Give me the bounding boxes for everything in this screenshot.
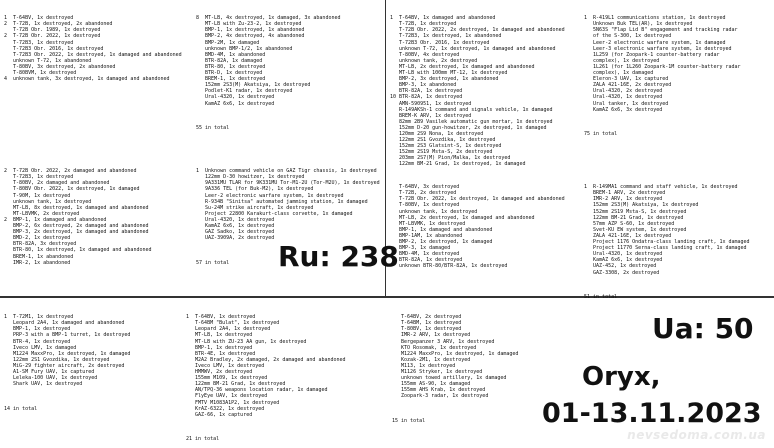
list-item: T-72B3, 1x destroyed: [4, 174, 74, 181]
list-item: 152mm 2S19 Msta-S, 2x destroyed: [390, 149, 493, 156]
list-item: T-72B, 1x destroyed: [390, 21, 457, 28]
ua-list-col1: [4, 302, 180, 418]
list-item: of the S-300, 1x destroyed: [584, 33, 672, 40]
list-item: Ural tanker, 1x destroyed: [584, 100, 669, 107]
list-item: T-72B3 Obr. 2016, 1x destroyed: [390, 39, 490, 46]
ru-list-col4: [584, 3, 770, 143]
list-item: BTR-82A, 1x damaged: [196, 57, 263, 64]
list-item: KTO Rosomak, 1x destroyed: [392, 344, 477, 351]
list-item: HMMWV, 2x destroyed: [186, 369, 253, 376]
list-item: BMP-2M, 1x damaged: [196, 39, 260, 46]
list-item: BTR-82A, 1x destroyed: [390, 257, 463, 264]
list-item: 155mm AHS Krab, 1x destroyed: [392, 387, 486, 394]
list-item: 1 T-72M1, 1x destroyed: [4, 314, 74, 321]
list-item: complex), 1x destroyed: [584, 57, 660, 64]
list-item: 1 T-64BV, 1x destroyed: [4, 15, 74, 22]
list-item: BMD-4M, 1x destroyed: [390, 251, 460, 258]
ua-col2-lines: [186, 314, 386, 418]
list-item: Project 11770 Serna-class landing craft, 1x damaged: [584, 245, 747, 252]
list-item: BMP-3, 1x abandoned: [390, 82, 457, 89]
ua-total-label: Ua: 50: [652, 312, 754, 345]
list-item: Eleron-3 UAV, 1x captured: [584, 76, 669, 83]
list-item: 1 R-419L1 communications station, 1x destroyed: [584, 15, 726, 22]
list-item: T-64BM "Bulat", 1x destroyed: [186, 320, 280, 327]
list-item: unknown BMP-1/2, 1x abandoned: [196, 45, 293, 52]
list-item: Bergepanzer 3 ARV, 1x destroyed: [392, 338, 495, 345]
ru-list-col5: [4, 156, 192, 290]
list-item: 122mm 2S1 Gvozdika, 1x destroyed: [4, 356, 110, 363]
list-item: MT-LBVMK, 1x destroyed: [390, 220, 466, 227]
list-item: Ural-4320, 1x destroyed: [584, 94, 663, 101]
list-item: GAZ-3308, 2x destroyed: [584, 269, 660, 276]
ua-list-col2: [186, 302, 386, 448]
list-item: BMP-1, 1x destroyed: [4, 326, 71, 333]
list-item: 152mm 2S19 Msta-S, 1x destroyed: [584, 208, 687, 215]
ru-total-label: Ru: 238: [278, 240, 399, 273]
list-item: BTR-4E, 1x destroyed: [186, 350, 256, 357]
list-item: T-72B Obr. 2022, 2x destroyed, 1x damaged and abandoned: [390, 27, 565, 34]
ua-col3-total: 15 in total: [392, 417, 426, 424]
list-item: BTR-D, 1x destroyed: [196, 70, 263, 77]
ru-col8-lines: [584, 184, 770, 275]
list-item: FMTV M1083A1P2, 1x destroyed: [186, 399, 280, 406]
list-item: T-72B3 Obr. 2022, 1x destroyed, 1x damaged and abandoned: [4, 51, 182, 58]
list-item: FlyEye UAV, 1x destroyed: [186, 393, 268, 400]
list-item: 9A331MU TLAR for 9K331MU Tor-M1-2U (Tor-M2U), 1x destroyed: [196, 180, 380, 187]
list-item: T-80BV, 1x destroyed: [392, 326, 462, 333]
list-item: 9A336 TEL (for Buk-M2), 1x destroyed: [196, 186, 314, 193]
list-item: UAZ-452, 1x destroyed: [584, 263, 657, 270]
list-item: MT-LB with 100mm MT-12, 1x destroyed: [390, 70, 508, 77]
list-item: 152mm 2S3 Glatsint-S, 1x destroyed: [390, 143, 502, 150]
list-item: 155mm AS-90, 1x damaged: [392, 381, 471, 388]
list-item: Zoopark-3 radar, 1x destroyed: [392, 393, 489, 400]
list-item: 1 Unknown command vehicle on GAZ Tigr chassis, 1x destroyed: [196, 168, 377, 175]
list-item: BMP-1AM, 1x abandoned: [390, 232, 463, 239]
list-item: 122mm BM-21 Grad, 1x destroyed: [186, 381, 286, 388]
list-item: Kozak-2M1, 1x destroyed: [392, 356, 471, 363]
list-item: 2 T-72B, 1x destroyed, 2x abandoned: [4, 21, 113, 28]
list-item: 1 T-64BV, 1x damaged and abandoned: [390, 15, 496, 22]
list-item: MT-LB, 8x destroyed, 1x damaged and abandoned: [4, 204, 149, 211]
list-item: KrAZ-6322, 1x destroyed: [186, 405, 265, 412]
list-item: MT-LB, 2x destroyed, 1x damaged and abandoned: [390, 63, 535, 70]
list-item: Unknown Buk TEL(AR), 1x destroyed: [584, 21, 693, 28]
list-item: AN/TPQ-36 weapons location radar, 1x damaged: [186, 387, 328, 394]
list-item: GAZ-66, 1x captured: [186, 411, 253, 418]
source-label: Oryx,: [582, 362, 661, 392]
list-item: 57mm AZP S-60, 1x destroyed: [584, 220, 675, 227]
list-item: M2A2 Bradley, 2x damaged, 2x damaged and abandoned: [186, 356, 346, 363]
list-item: unknown BTR-80/BTR-82A, 1x destroyed: [390, 263, 508, 270]
list-item: T-80BVM, 1x destroyed: [4, 70, 77, 77]
list-item: 155mm M109, 1x destroyed: [186, 375, 268, 382]
list-item: GAZ Sadko, 1x destroyed: [196, 229, 275, 236]
list-item: BMP-2, 3x destroyed, 1x abandoned: [390, 76, 499, 83]
date-label: 01-13.11.2023: [542, 398, 762, 429]
list-item: 122mm BM-21 Grad, 1x destroyed: [584, 214, 684, 221]
ru-col2-total: 55 in total: [196, 124, 230, 131]
list-item: UAZ-3909A, 2x destroyed: [196, 235, 275, 242]
list-item: Iveco LMV, 1x destroyed: [186, 362, 265, 369]
list-item: 8 MT-LB, 4x destroyed, 1x damaged, 3x abandoned: [196, 15, 341, 22]
list-item: T-72B3, 1x destroyed, 1x abandoned: [390, 33, 502, 40]
list-item: 152mm 2S3(M) Akatsiya, 1x destroyed: [196, 82, 311, 89]
list-item: unknown T-72, 1x destroyed, 1x damaged and abandoned: [390, 45, 556, 52]
list-item: AMN-590951, 1x destroyed: [390, 100, 472, 107]
list-item: Leer-2 electronic warfare system, 1x damaged: [584, 39, 726, 46]
list-item: BREM-1 ARV, 2x destroyed: [584, 190, 666, 197]
list-item: 152mm D-20 gun-howitzer, 2x destroyed, 1x damaged: [390, 124, 547, 131]
list-item: complex), 1x damaged: [584, 70, 654, 77]
list-item: Ural-4320, 2x destroyed: [584, 88, 663, 95]
list-item: 122mm D-30 howitzer, 1x destroyed: [196, 174, 305, 181]
ru-list-col3: [390, 3, 582, 192]
list-item: BMP-3, 1x damaged: [390, 245, 451, 252]
ru-col1-lines: [4, 15, 192, 82]
list-item: T-72B, 2x destroyed: [390, 190, 457, 197]
list-item: BREM-1, 1x abandoned: [4, 253, 74, 260]
list-item: MT-LBVMK, 2x destroyed: [4, 210, 80, 217]
list-item: PRP-3 with a BMP-1 turret, 1x destroyed: [4, 332, 131, 339]
list-item: unknown tank, 2x destroyed: [390, 57, 478, 64]
ru-col2-lines: [196, 15, 382, 106]
list-item: BMP-2, 6x destroyed, 2x damaged and abandoned: [4, 223, 149, 230]
list-item: 1L259 (for Zoopark-1 counter-battery radar: [584, 51, 720, 58]
list-item: unknown tank, 1x destroyed: [390, 208, 478, 215]
ua-col1-lines: [4, 314, 180, 387]
list-item: Ural-4320, 1x destroyed: [196, 216, 275, 223]
list-item: unknown towed artillery, 1x damaged: [392, 375, 507, 382]
list-item: 1 R-149MA1 command and staff vehicle, 1x destroyed: [584, 184, 738, 191]
list-item: Svet-KU EW system, 1x destroyed: [584, 226, 687, 233]
list-item: BMP-3, 2x destroyed, 1x damaged and abandoned: [4, 229, 149, 236]
list-item: BREM-1, 1x destroyed: [196, 76, 266, 83]
ua-col3-lines: [392, 314, 562, 399]
ua-col2-total: 21 in total: [186, 435, 220, 442]
ru-list-col2: [196, 3, 382, 137]
list-item: ZALA 421-16E, 1x destroyed: [584, 232, 672, 239]
list-item: BMD-4M, 1x abandoned: [196, 51, 266, 58]
list-item: 120mm 2S9 Nona, 1x destroyed: [390, 130, 484, 137]
ru-list-col7: [390, 172, 582, 294]
list-item: R-934B "Sinitsa" automated jamming station, 1x damaged: [196, 198, 368, 205]
list-item: T-72B Obr. 1989, 1x destroyed: [4, 27, 101, 34]
list-item: 152mm 2S3(M) Akatsiya, 1x destroyed: [584, 202, 699, 209]
list-item: Project 1176 Ondatra-class landing craft, 1x damaged: [584, 239, 750, 246]
list-item: BMD-2, 1x destroyed: [4, 235, 71, 242]
list-item: Su-24M strike aircraft, 1x destroyed: [196, 204, 314, 211]
list-item: BMP-2, 1x destroyed, 1x damaged: [390, 239, 493, 246]
list-item: BTR-4, 1x destroyed: [4, 338, 71, 345]
list-item: BMP-2, 4x destroyed, 4x abandoned: [196, 33, 305, 40]
list-item: Iveco LMV, 1x damaged: [4, 344, 77, 351]
list-item: ZALA 421-16E, 2x destroyed: [584, 82, 672, 89]
list-item: T-64BV, 3x destroyed: [390, 184, 460, 191]
ru-col4-lines: [584, 15, 770, 113]
list-item: M1224 MaxxPro, 1x destroyed, 1x damaged: [4, 350, 131, 357]
list-item: 1L261 (for 1L260 Zoopark-1M counter-battery radar: [584, 63, 741, 70]
list-item: BMP-1, 1x damaged and abandoned: [390, 226, 493, 233]
list-item: BMP-1, 1x destroyed, 1x abandoned: [196, 27, 305, 34]
list-item: Ural-4320, 1x destroyed: [584, 251, 663, 258]
list-item: T-64BM, 1x destroyed: [392, 320, 462, 327]
list-item: IMR-2 ARV, 1x destroyed: [392, 332, 471, 339]
ru-list-col8: [584, 172, 770, 306]
list-item: Shark UAV, 1x destroyed: [4, 381, 83, 388]
list-item: KamAZ 6x6, 1x destroyed: [196, 223, 275, 230]
list-item: MT-LB, 2x destroyed, 1x damaged and abandoned: [390, 214, 535, 221]
list-item: 122mm 2S1 Gvozdika, 1x destroyed: [390, 137, 496, 144]
ru-col3-lines: [390, 15, 582, 167]
list-item: KamAZ 6x6, 1x destroyed: [196, 100, 275, 107]
list-item: MT-LB with Zu-23-2, 1x destroyed: [196, 21, 302, 28]
watermark: nevsedoma.com.ua: [627, 428, 766, 442]
ru-col4-total: 75 in total: [584, 130, 618, 137]
ua-col1-total: 14 in total: [4, 405, 38, 412]
list-item: IMR-2 ARV, 1x destroyed: [584, 196, 663, 203]
list-item: 5N63S "Flap Lid B" engagement and tracking radar: [584, 27, 738, 34]
list-item: Leer-2 electronic warfare system, 1x destroyed: [196, 192, 344, 199]
list-item: T-80BV, 2x damaged and abandoned: [4, 180, 110, 187]
list-item: T-72B Obr. 2022, 1x destroyed, 1x damaged and abandoned: [390, 196, 565, 203]
ru-col6-total: 57 in total: [196, 259, 230, 266]
list-item: BTR-80, 1x destroyed: [196, 63, 266, 70]
list-item: BTR-80, 1x destroyed, 1x damaged and abandoned: [4, 247, 152, 254]
list-item: 203mm 2S7(M) Pion/Malka, 1x destroyed: [390, 155, 511, 162]
list-item: R-149AKSh-1 command and signals vehicle, 1x damaged: [390, 106, 553, 113]
list-item: KamAZ 6x6, 3x destroyed: [584, 106, 663, 113]
list-item: 10 BTR-82A, 1x destroyed: [390, 94, 463, 101]
list-item: unknown tank, 1x destroyed: [4, 198, 92, 205]
list-item: Leer-3 electronic warfare system, 1x destroyed: [584, 45, 732, 52]
list-item: T-90M, 1x destroyed: [4, 192, 71, 199]
list-item: Leopard 2A4, 1x damaged and abandoned: [4, 320, 125, 327]
list-item: MiG-29 fighter aircraft, 2x destroyed: [4, 362, 125, 369]
list-item: T-80BV Obr. 2022, 1x destroyed, 1x damaged: [4, 186, 140, 193]
list-item: IMR-2, 1x abandoned: [4, 259, 71, 266]
list-item: unknown T-72, 1x abandoned: [4, 57, 92, 64]
list-item: M1126 Stryker, 1x destroyed: [392, 369, 483, 376]
list-item: M1224 MaxxPro, 1x destroyed, 1x damaged: [392, 350, 519, 357]
list-item: T-80BV, 4x destroyed: [390, 51, 460, 58]
list-item: Project 22800 Karakurt-class corvette, 1x damaged: [196, 210, 353, 217]
list-item: MT-LB, 1x destroyed: [186, 332, 253, 339]
list-item: BMP-1, 1x destroyed: [186, 344, 253, 351]
list-item: T-80BV, 1x destroyed: [390, 202, 460, 209]
list-item: 122mm BM-21 Grad, 1x destroyed, 1x damaged: [390, 161, 526, 168]
list-item: Podlet-K1 radar, 1x destroyed: [196, 88, 293, 95]
list-item: MT-LB with ZU-23 AA gun, 1x destroyed: [186, 338, 307, 345]
list-item: BTR-82A, 1x destroyed: [390, 88, 463, 95]
list-item: Ural-4320, 1x destroyed: [196, 94, 275, 101]
list-item: M113, 1x destroyed: [392, 362, 456, 369]
ru-col8-total: 51 in total: [584, 293, 618, 300]
list-item: 1 T-64BV, 1x destroyed: [186, 314, 256, 321]
ru-list-col1: [4, 3, 192, 107]
list-item: T-72B3, 1x destroyed: [4, 39, 74, 46]
list-item: 2 BMP-1, 1x damaged and abandoned: [4, 216, 107, 223]
ru-col6-lines: [196, 168, 382, 241]
list-item: 4 unknown tank, 3x destroyed, 1x damaged and abandoned: [4, 76, 170, 83]
list-item: A1-SM Fury UAV, 1x captured: [4, 369, 95, 376]
ru-col7-lines: [390, 184, 582, 269]
list-item: T-64BV, 2x destroyed: [392, 314, 462, 321]
list-item: Leleka-100 UAV, 1x destroyed: [4, 375, 98, 382]
list-item: 2 T-72B Obr. 2022, 1x destroyed: [4, 33, 101, 40]
list-item: BTR-82A, 3x destroyed: [4, 241, 77, 248]
list-item: 82mm 2B9 Vasilek automatic gun mortar, 1x destroyed: [390, 118, 553, 125]
list-item: T-72B3 Obr. 2016, 1x destroyed: [4, 45, 104, 52]
ru-col5-lines: [4, 168, 192, 266]
list-item: BREM-K ARV, 1x destroyed: [390, 112, 472, 119]
list-item: Leopard 2A4, 1x destroyed: [186, 326, 271, 333]
ua-list-col3: [392, 302, 562, 430]
list-item: 2 T-72B Obr. 2022, 2x damaged and abandoned: [4, 168, 137, 175]
list-item: T-80BV, 3x destroyed, 2x abandoned: [4, 63, 116, 70]
list-item: KamAZ 6x6, 1x destroyed: [584, 257, 663, 264]
